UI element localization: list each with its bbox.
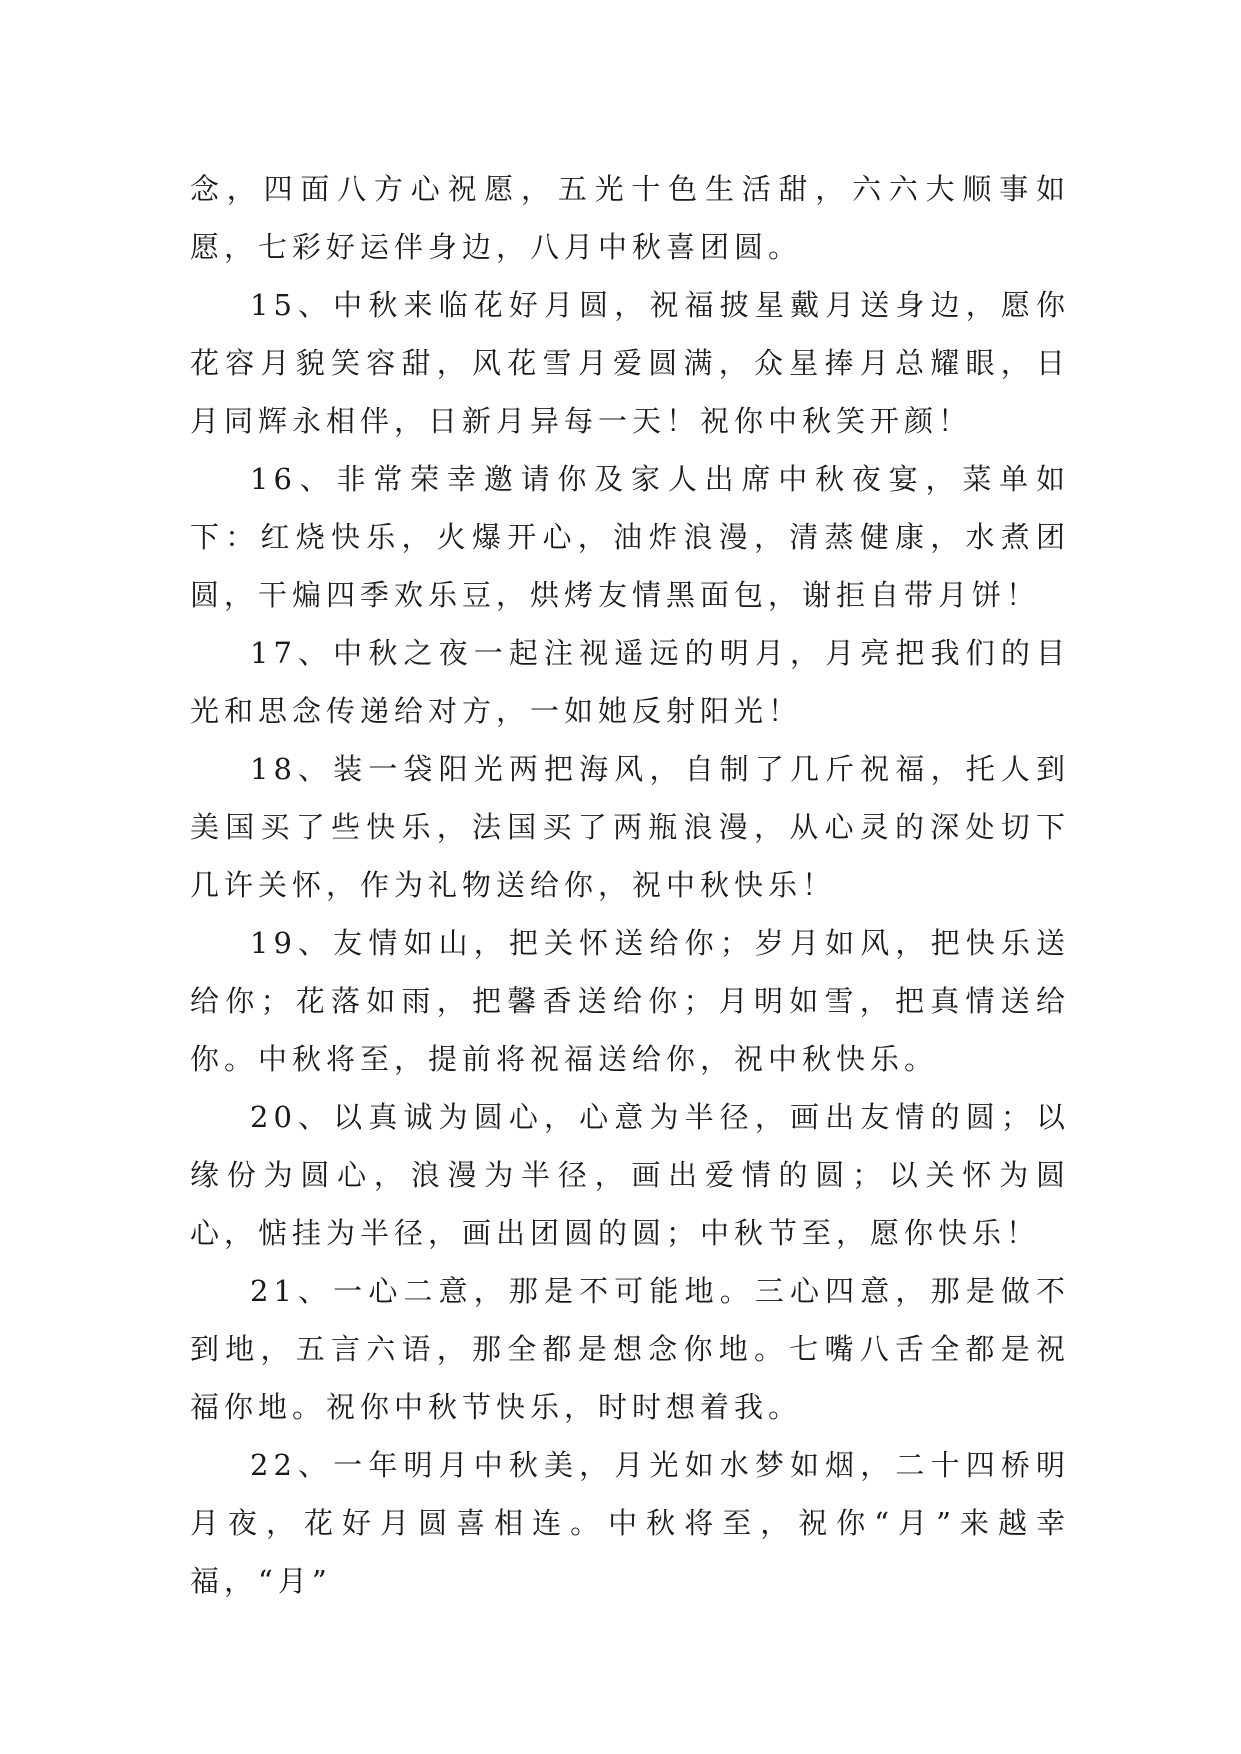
- body-text: [190, 160, 1070, 1610]
- paragraph-continuation: 念，四面八方心祝愿，五光十色生活甜，六六大顺事如愿，七彩好运伴身边，八月中秋喜团圆。: [190, 172, 1070, 264]
- paragraph-19: 19、友情如山，把关怀送给你；岁月如风，把快乐送给你；花落如雨，把馨香送给你；月明如雪，把真情送给你。中秋将至，提前将祝福送给你，祝中秋快乐。: [190, 926, 1070, 1076]
- paragraph-22: 22、一年明月中秋美，月光如水梦如烟，二十四桥明月夜，花好月圆喜相连。中秋将至，祝你“月”来越幸福，“月”: [190, 1448, 1070, 1598]
- paragraph-15: 15、中秋来临花好月圆，祝福披星戴月送身边，愿你花容月貌笑容甜，风花雪月爱圆满，众星捧月总耀眼，日月同辉永相伴，日新月异每一天！祝你中秋笑开颜！: [190, 288, 1070, 438]
- paragraph-21: 21、一心二意，那是不可能地。三心四意，那是做不到地，五言六语，那全都是想念你地。七嘴八舌全都是祝福你地。祝你中秋节快乐，时时想着我。: [190, 1274, 1070, 1424]
- paragraph-17: 17、中秋之夜一起注视遥远的明月，月亮把我们的目光和思念传递给对方，一如她反射阳光！: [190, 636, 1070, 728]
- paragraph-16: 16、非常荣幸邀请你及家人出席中秋夜宴，菜单如下：红烧快乐，火爆开心，油炸浪漫，清蒸健康，水煮团圆，干煸四季欢乐豆，烘烤友情黑面包，谢拒自带月饼！: [190, 462, 1070, 612]
- paragraph-18: 18、装一袋阳光两把海风，自制了几斤祝福，托人到美国买了些快乐，法国买了两瓶浪漫，从心灵的深处切下几许关怀，作为礼物送给你，祝中秋快乐！: [190, 752, 1070, 902]
- paragraph-20: 20、以真诚为圆心，心意为半径，画出友情的圆；以缘份为圆心，浪漫为半径，画出爱情的圆；以关怀为圆心，惦挂为半径，画出团圆的圆；中秋节至，愿你快乐！: [190, 1100, 1070, 1250]
